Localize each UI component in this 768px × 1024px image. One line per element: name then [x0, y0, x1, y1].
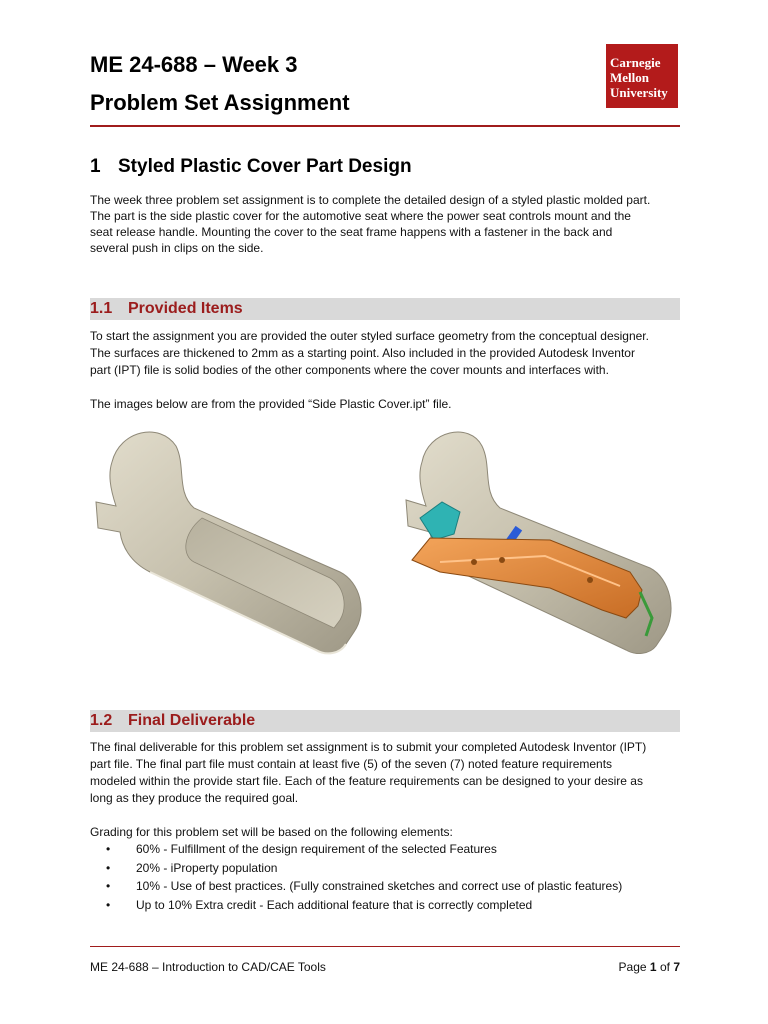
cover-render-right	[406, 432, 671, 653]
cover-render-left	[96, 432, 361, 653]
grading-list	[106, 840, 686, 914]
section-1-1-title: Provided Items	[128, 300, 243, 317]
paragraph-line: several push in clips on the side.	[90, 241, 264, 255]
bullet-glyph: •	[106, 897, 111, 912]
section-1-2-title: Final Deliverable	[128, 712, 256, 729]
list-item-text: 60% - Fulfillment of the design requirement of the selected Features	[136, 842, 497, 856]
cmu-logo	[606, 44, 678, 108]
paragraph-line: seat release handle. Mounting the cover to the seat frame happens with a fastener in the back and	[90, 225, 613, 239]
bullet-glyph: •	[106, 860, 111, 875]
paragraph-line: To start the assignment you are provided the outer styled surface geometry from the conceptual designer.	[90, 329, 649, 343]
list-item-text: Up to 10% Extra credit - Each additional feature that is correctly completed	[136, 897, 533, 912]
section-1-2-paragraph	[90, 739, 682, 807]
section-1-2-heading	[90, 710, 680, 732]
paragraph-line: modeled within the provide start file. Each of the feature requirements can be designed to your desire as	[90, 774, 643, 788]
bullet-glyph: •	[106, 879, 111, 893]
header-divider	[90, 125, 680, 127]
of-word: of	[659, 960, 670, 974]
logo-line-1: Carnegie	[610, 55, 661, 70]
paragraph-line: The surfaces are thickened to 2mm as a starting point. Also included in the provided Autodesk Inventor	[90, 346, 635, 360]
section-1-2-number: 1.2	[90, 712, 113, 729]
section-1-1-paragraph	[90, 328, 682, 379]
document-title-line-1: ME 24-688 – Week 3	[90, 52, 298, 77]
paragraph-line: long as they produce the required goal.	[90, 791, 299, 805]
paragraph-line: The part is the side plastic cover for the automotive seat where the power seat controls mount and the	[90, 209, 631, 223]
page-word: Page	[618, 960, 647, 974]
section-1-1-number: 1.1	[90, 300, 113, 317]
logo-line-3: University	[610, 85, 668, 100]
section-1-1-paragraph-2: The images below are from the provided “Side Plastic Cover.ipt” file.	[90, 397, 452, 411]
paragraph-line: part file. The final part file must contain at least five (5) of the seven (7) noted feature requirements	[90, 757, 613, 771]
list-item-text: 20% - iProperty population	[136, 860, 278, 875]
list-item	[106, 896, 686, 915]
document-title-line-2: Problem Set Assignment	[90, 90, 350, 115]
list-item	[106, 859, 686, 878]
paragraph-line: part (IPT) file is solid bodies of the other components where the cover mounts and interfaces with.	[90, 363, 609, 377]
section-1-2-paragraph-2: Grading for this problem set will be based on the following elements:	[90, 825, 453, 839]
footer-course-title: ME 24-688 – Introduction to CAD/CAE Tools	[90, 960, 326, 974]
section-1-title: Styled Plastic Cover Part Design	[118, 156, 412, 177]
bullet-glyph: •	[106, 842, 111, 856]
paragraph-line: The week three problem set assignment is to complete the detailed design of a styled plastic molded part.	[90, 193, 651, 207]
orange-frame-bracket	[412, 538, 642, 618]
list-item-text: 10% - Use of best practices. (Fully constrained sketches and correct use of plastic features)	[136, 879, 623, 893]
section-1-paragraph	[90, 192, 682, 256]
section-1-heading	[90, 156, 412, 178]
footer-divider	[90, 946, 680, 947]
list-item	[106, 840, 686, 859]
page-number	[590, 960, 680, 974]
section-1-1-heading	[90, 298, 680, 320]
section-1-number: 1	[90, 156, 101, 177]
paragraph-line: The final deliverable for this problem set assignment is to submit your completed Autodesk Inventor (IPT)	[90, 740, 647, 754]
page-current: 1	[649, 960, 657, 974]
list-item	[106, 877, 686, 896]
page-total: 7	[673, 960, 680, 974]
logo-line-2: Mellon	[610, 70, 649, 85]
seat-cover-renders	[90, 422, 690, 682]
